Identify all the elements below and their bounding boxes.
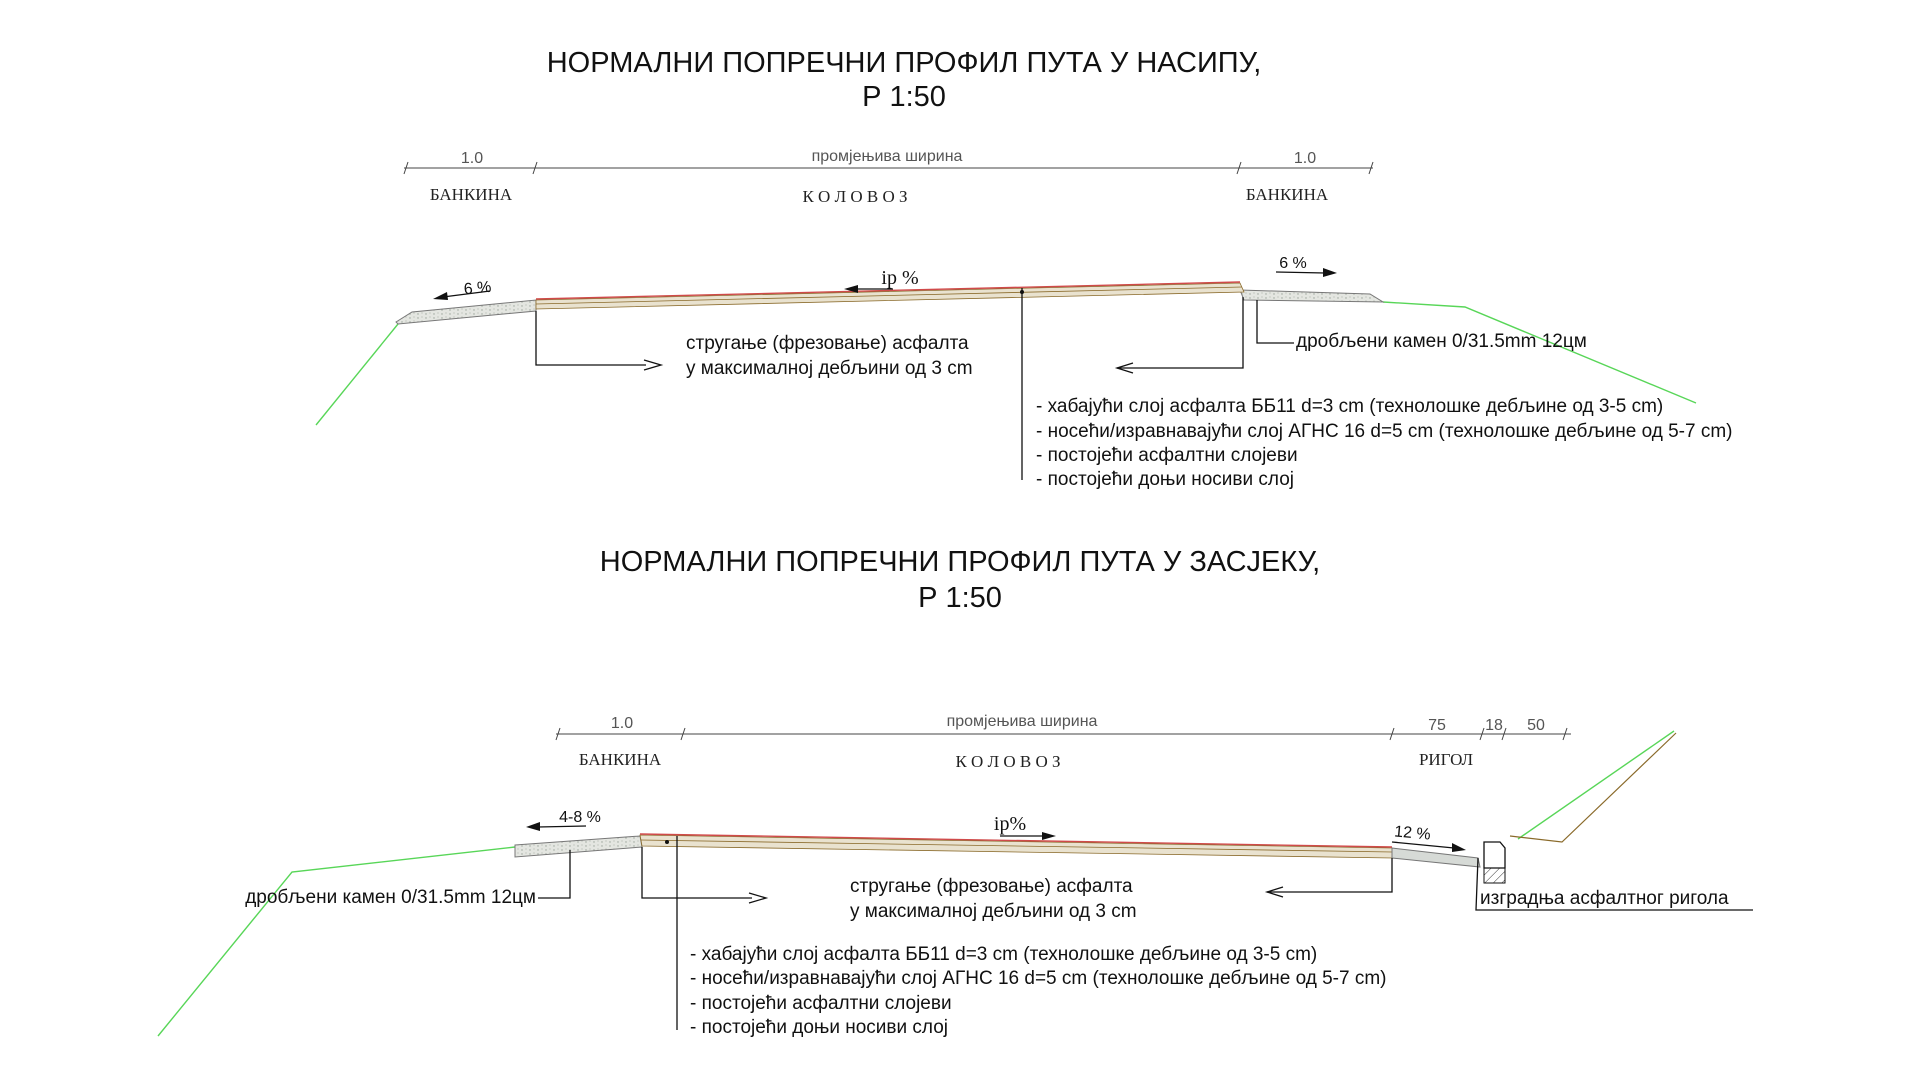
profile-cut-dim-left: 1.0 [610, 715, 634, 732]
profile-fill-ground-right [1383, 302, 1696, 403]
profile-cut-slope-right: 12 % [1393, 823, 1432, 844]
profile-fill-gravel-leader [1257, 300, 1294, 343]
profile-fill-dim-left: 1.0 [460, 150, 484, 167]
profile-cut-title-line2: Р 1:50 [918, 582, 1002, 614]
profile-cut-label-shoulder: БАНКИНА [578, 750, 662, 769]
profile-cut-title-line1: НОРМАЛНИ ПОПРЕЧНИ ПРОФИЛ ПУТА У ЗАСЈЕКУ, [599, 546, 1321, 578]
profile-fill-shoulder-left [396, 300, 536, 324]
profile-cut-layer-3: - постојећи асфалтни слојеви [690, 993, 952, 1014]
profile-cut-shoulder [515, 836, 642, 857]
profile-cut-ground-right [1518, 731, 1674, 839]
profile-fill [316, 47, 1733, 490]
profile-cut-curb [1484, 842, 1505, 868]
profile-fill-label-shoulder-left: БАНКИНА [429, 185, 513, 204]
profile-cut-carriageway [640, 835, 1392, 858]
profile-fill-title-line1: НОРМАЛНИ ПОПРЕЧНИ ПРОФИЛ ПУТА У НАСИПУ, [546, 47, 1262, 79]
profile-cut-layer-2: - носећи/изравнавајући слој АГНС 16 d=5 cm (технолошке дебљине од 5-7 cm) [690, 968, 1387, 989]
profile-fill-title-line2: Р 1:50 [862, 81, 946, 113]
profile-cut-dim-middle: промјењива ширина [946, 713, 1098, 730]
profile-fill-ground-left [316, 324, 398, 425]
profile-fill-slope-middle: ip % [881, 267, 919, 289]
profile-cut-milling-line2: у максималној дебљини од 3 cm [850, 901, 1137, 922]
profile-fill-milling-leader-right [1117, 297, 1243, 368]
profile-fill-layer-1: - хабајући слој асфалта ББ11 d=3 cm (технолошке дебљине од 3-5 cm) [1036, 396, 1664, 417]
profile-cut-gravel-note: дробљени камен 0/31.5mm 12цм [245, 887, 536, 908]
profile-cut-milling-leader-right [1267, 858, 1392, 892]
profile-fill-milling-line1: стругање (фрезовање) асфалта [686, 333, 969, 354]
profile-cut-dim-50: 50 [1527, 717, 1545, 734]
profile-fill-dim-right: 1.0 [1293, 150, 1317, 167]
profile-fill-label-carriageway: К О Л О В О З [802, 187, 908, 206]
profile-cut-label-carriageway: К О Л О В О З [955, 752, 1061, 771]
profile-fill-dim-middle: промјењива ширина [811, 148, 963, 165]
profile-cut-gravel-leader [538, 850, 570, 898]
profile-cut-milling-leader [642, 847, 752, 898]
profile-fill-milling-leader [536, 311, 646, 365]
profile-cut-gutter-slab [1392, 848, 1480, 867]
profile-cut-dim-75: 75 [1428, 717, 1446, 734]
profile-cut-layer-4: - постојећи доњи носиви слој [690, 1017, 948, 1038]
profile-fill-shoulder-right [1240, 290, 1383, 302]
profile-fill-milling-line2: у максималној дебљини од 3 cm [686, 358, 973, 379]
profile-cut-label-gutter: РИГОЛ [1418, 750, 1474, 769]
profile-fill-layer-2: - носећи/изравнавајући слој АГНС 16 d=5 cm (технолошке дебљине од 5-7 cm) [1036, 421, 1733, 442]
profile-cut-slope-left: 4-8 % [559, 809, 601, 826]
profile-fill-layer-4: - постојећи доњи носиви слој [1036, 469, 1294, 490]
profile-fill-gravel-note: дробљени камен 0/31.5mm 12цм [1296, 331, 1587, 352]
profile-cut-milling-line1: стругање (фрезовање) асфалта [850, 876, 1133, 897]
profile-fill-slope-left: 6 % [463, 278, 493, 299]
profile-fill-slope-right: 6 % [1279, 255, 1307, 272]
profile-cut-layer-1: - хабајући слој асфалта ББ11 d=3 cm (технолошке дебљине од 3-5 cm) [690, 944, 1318, 965]
profile-cut [158, 546, 1753, 1038]
profile-fill-label-shoulder-right: БАНКИНА [1245, 185, 1329, 204]
profile-cut-gutter-note: изградња асфалтног ригола [1480, 888, 1729, 909]
profile-cut-dim-18: 18 [1485, 717, 1503, 734]
profile-fill-layer-3: - постојећи асфалтни слојеви [1036, 445, 1298, 466]
profile-cut-slope-middle: ip% [993, 813, 1027, 835]
profile-cut-ground-left [158, 847, 515, 1036]
